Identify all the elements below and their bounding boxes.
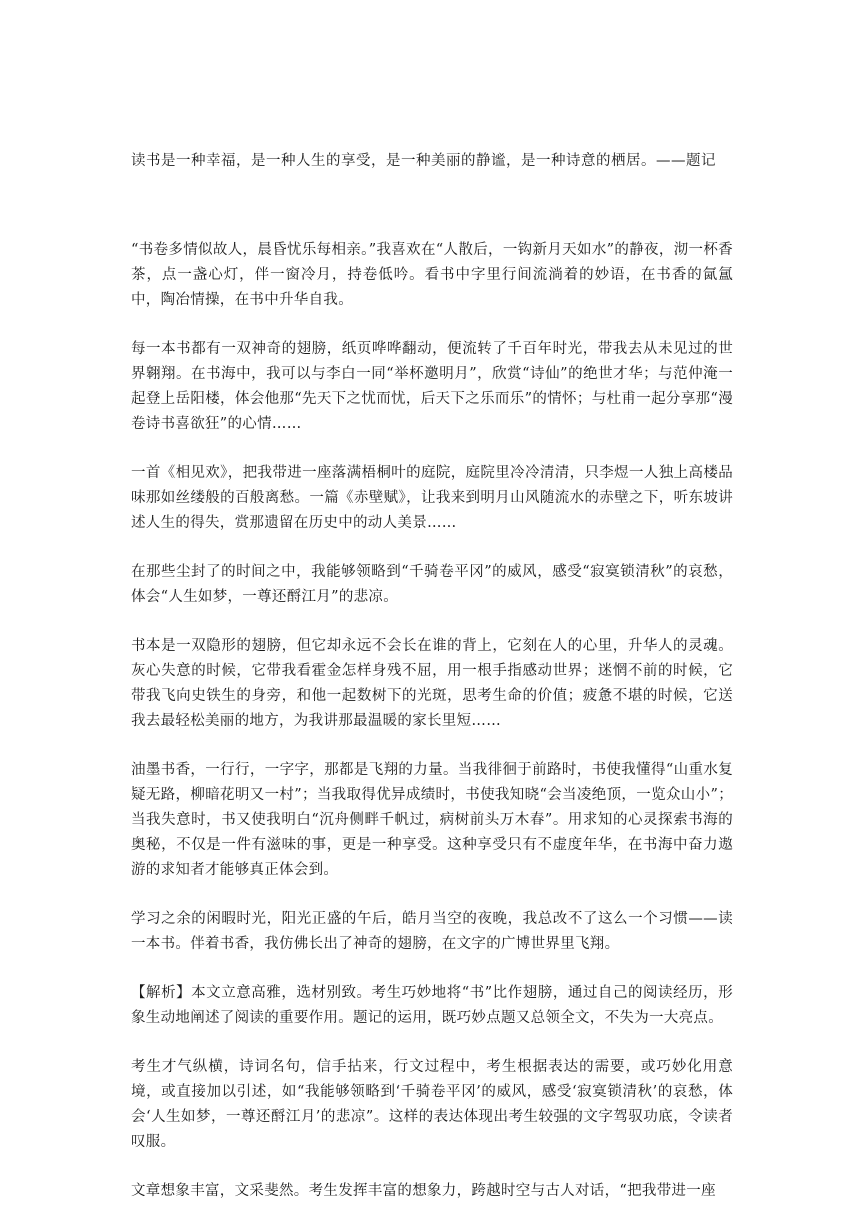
paragraph: 油墨书香，一行行，一字字，那都是飞翔的力量。当我徘徊于前路时，书使我懂得“山重水复疑无路，柳暗花明又一村”；当我取得优异成绩时，书使我知晓“会当凌绝顶，一览众山小”；当我失意时，书又使我明白“沉舟侧畔千帆过，病树前头万木春”。用求知的心灵探索书海的奥秘，不仅是一件有滋味的事，更是一种享受。这种享受只有不虚度年华，在书海中奋力遨游的求知者才能够真正体会到。 [131, 762, 733, 878]
paragraph: 一首《相见欢》，把我带进一座落满梧桐叶的庭院，庭院里冷冷清清，只李煜一人独上高楼品味那如丝缕般的百般离愁。一篇《赤壁赋》，让我来到明月山风随流水的赤壁之下，听东坡讲述人生的得失，赏那遗留在历史中的动人美景…… [131, 465, 733, 531]
analysis-paragraph: 【解析】本文立意高雅，选材别致。考生巧妙地将“书”比作翅膀，通过自己的阅读经历，形象生动地阐述了阅读的重要作用。题记的运用，既巧妙点题又总领全文，不失为一大亮点。 [131, 985, 733, 1026]
paragraph: 每一本书都有一双神奇的翅膀，纸页哗哗翻动，便流转了千百年时光，带我去从未见过的世界翱翔。在书海中，我可以与李白一同“举杯邀明月”，欣赏“诗仙”的绝世才华；与范仲淹一起登上岳阳楼，体会他那“先天下之忧而忧，后天下之乐而乐”的情怀；与杜甫一起分享那“漫卷诗书喜欲狂”的心情…… [131, 341, 733, 432]
paragraph: 学习之余的闲暇时光，阳光正盛的午后，皓月当空的夜晚，我总改不了这么一个习惯——读一本书。伴着书香，我仿佛长出了神奇的翅膀，在文字的广博世界里飞翔。 [131, 911, 733, 952]
paragraph: “书卷多情似故人，晨昏忧乐每相亲。”我喜欢在“人散后，一钩新月天如水”的静夜，沏一杯香茶，点一盏心灯，伴一窗冷月，持卷低吟。看书中字里行间流淌着的妙语，在书香的氤氲中，陶冶情操，在书中升华自我。 [131, 242, 733, 308]
analysis-paragraph: 考生才气纵横，诗词名句，信手拈来，行文过程中，考生根据表达的需要，或巧妙化用意境，或直接加以引述，如“我能够领略到‘千骑卷平冈’的威风，感受‘寂寞锁清秋’的哀愁，体会‘人生如梦，一尊还酹江月’的悲凉”。这样的表达体现出考生较强的文字驾驭功底，令读者叹服。 [131, 1059, 733, 1150]
essay-body [131, 238, 733, 1228]
analysis-paragraph: 文章想象丰富，文采斐然。考生发挥丰富的想象力，跨越时空与古人对话，“把我带进一座 [131, 1183, 716, 1199]
paragraph: 书本是一双隐形的翅膀，但它却永远不会长在谁的背上，它刻在人的心里，升华人的灵魂。灰心失意的时候，它带我看霍金怎样身残不屈，用一根手指感动世界；迷惘不前的时候，它带我飞向史铁生的身旁，和他一起数树下的光斑，思考生命的价值；疲惫不堪的时候，它送我去最轻松美丽的地方，为我讲那最温暖的家长里短…… [131, 638, 733, 729]
epigraph: 读书是一种幸福，是一种人生的享受，是一种美丽的静谧，是一种诗意的栖居。——题记 [131, 153, 716, 169]
paragraph: 在那些尘封了的时间之中，我能够领略到“千骑卷平冈”的威风，感受“寂寞锁清秋”的哀愁，体会“人生如梦，一尊还酹江月”的悲凉。 [131, 564, 733, 605]
